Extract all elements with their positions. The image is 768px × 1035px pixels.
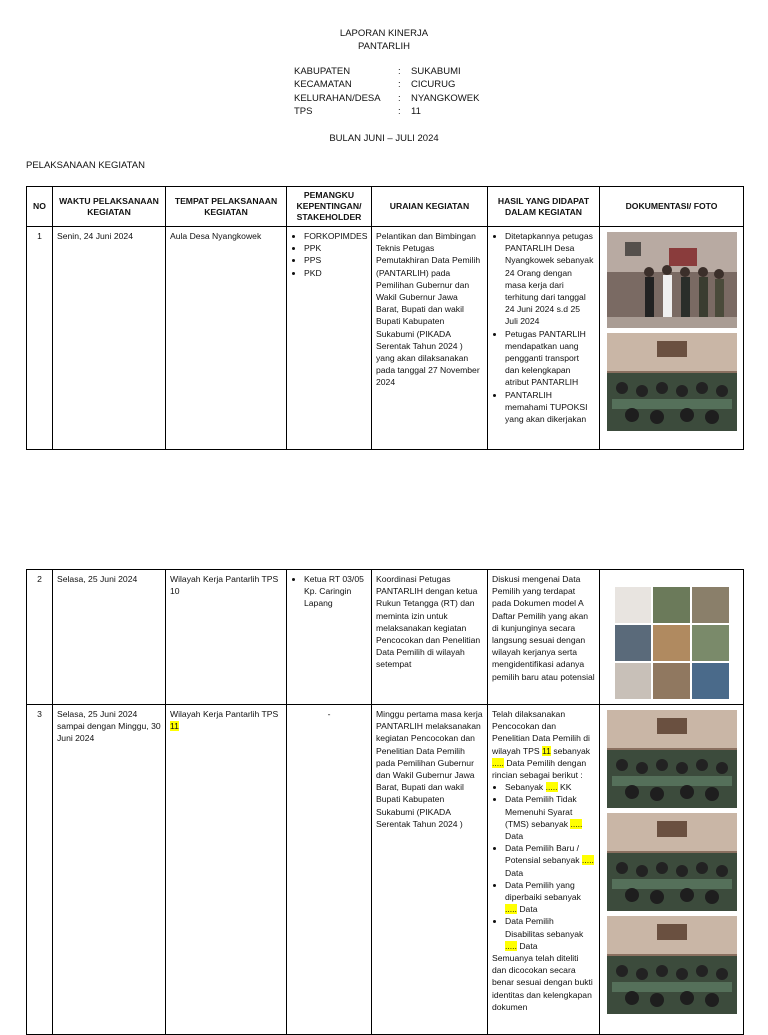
dokumentasi-cell xyxy=(600,705,744,1035)
col-header-waktu: WAKTU PELAKSANAAN KEGIATAN xyxy=(53,187,166,227)
hasil-item: • Ditetapkannya petugas PANTARLIH Desa Nyangkowek sebanyak 24 Orang dengan masa kerja dari terhitung dari tanggal 24 Juni 2024 s.d 25 Juli 2024 xyxy=(505,230,595,328)
uraian-cell: Minggu pertama masa kerja PANTARLIH melaksanakan kegiatan Pencocokan dan Penelitian Data Pemilih pada Pemilihan Gubernur dan Wakil Gubernur Jawa Barat, Bupati dan wakil Bupati Kabupaten Sukabumi (PIKADA Serentak Tahun 2024 ) xyxy=(372,705,488,1035)
col-header-hasil: HASIL YANG DIDAPAT DALAM KEGIATAN xyxy=(488,187,600,227)
uraian-cell: Koordinasi Petugas PANTARLIH dengan ketua Rukun Tetangga (RT) dan meminta izin untuk melaksanakan kegiatan Pencocokan dan Penelitian Data Pemilih di wilayah setempat xyxy=(372,570,488,705)
tempat-cell: Wilayah Kerja Pantarlih TPS 10 xyxy=(166,570,287,705)
hasil-cell xyxy=(488,227,600,450)
report-period: BULAN JUNI – JULI 2024 xyxy=(329,133,439,144)
col-header-dokumentasi: DOKUMENTASI/ FOTO xyxy=(600,187,744,227)
stakeholder-cell xyxy=(287,227,372,450)
stakeholder-item: • PPK xyxy=(304,242,367,254)
info-row-kabupaten: KABUPATEN : SUKABUMI xyxy=(294,66,461,77)
hasil-cell: Diskusi mengenai Data Pemilih yang terdapat pada Dokumen model A Daftar Pemilih yang akan di kunjunginya secara langsung sesuai dengan wilayah kerjanya serta mengidentifikasi adanya pemilih baru atau potensial xyxy=(488,570,600,705)
waktu-cell: Senin, 24 Juni 2024 xyxy=(53,227,166,450)
stakeholder-item: • Ketua RT 03/05 Kp. Caringin Lapang xyxy=(304,573,367,610)
stakeholder-item: • PKD xyxy=(304,267,367,279)
event-photo xyxy=(607,813,737,911)
uraian-cell: Pelantikan dan Bimbingan Teknis Petugas Pemutakhiran Data Pemilih (PANTARLIH) pada Pemilihan Gubernur dan Wakil Gubernur Jawa Barat, Bupati dan wakil Bupati Kabupaten Sukabumi (PIKADA Serentak Tahun 2024 ) yang akan dilaksanakan pada tanggal 27 November 2024 xyxy=(372,227,488,450)
event-photo xyxy=(607,232,737,328)
waktu-cell: Selasa, 25 Juni 2024 sampai dengan Minggu, 30 Juni 2024 xyxy=(53,705,166,1035)
col-header-no: NO xyxy=(27,187,53,227)
stakeholder-item: • FORKOPIMDES xyxy=(304,230,367,242)
info-row-kelurahan: KELURAHAN/DESA : NYANGKOWEK xyxy=(294,92,480,104)
activity-table-1 xyxy=(26,186,744,450)
hasil-item: • Data Pemilih Tidak Memenuhi Syarat (TMS) sebanyak ..... Data xyxy=(505,793,595,842)
hasil-item: • Data Pemilih yang diperbaiki sebanyak ..... Data xyxy=(505,879,595,916)
info-row-kecamatan: KECAMATAN : CICURUG xyxy=(294,79,456,91)
hasil-item: • PANTARLIH memahami TUPOKSI yang akan dikerjakan xyxy=(505,389,595,426)
stakeholder-item: • PPS xyxy=(304,254,367,266)
hasil-cell: Telah dilaksanakan Pencocokan dan Penelitian Data Pemilih di wilayah TPS 11 sebanyak ..... Data Pemilih dengan rincian sebagai berikut : • Sebanyak ..... KK • Data Pemilih Tidak Memenuhi Syarat (TMS) sebanyak ..... Data • Data Pemilih Baru / Potensial sebanyak ..... Data • Data Pemilih yang diperbaiki sebanyak ..... Data • Data Pemilih Disabilitas sebanyak ..... Data Semuanya telah diteliti dan dicocokan secara benar sesuai dengan bukti identitas dan kelengkapan dokumen xyxy=(488,705,600,1035)
section-heading: PELAKSANAAN KEGIATAN xyxy=(26,160,145,171)
activity-table-2 xyxy=(26,569,744,1035)
stakeholder-cell: - xyxy=(287,705,372,1035)
tempat-cell: Aula Desa Nyangkowek xyxy=(166,227,287,450)
tempat-cell: Wilayah Kerja Pantarlih TPS 11 xyxy=(166,705,287,1035)
row-number: 2 xyxy=(27,570,53,705)
hasil-item: • Data Pemilih Baru / Potensial sebanyak ..... Data xyxy=(505,842,595,879)
col-header-uraian: URAIAN KEGIATAN xyxy=(372,187,488,227)
info-row-tps: TPS : 11 xyxy=(294,106,421,118)
hasil-item: • Data Pemilih Disabilitas sebanyak ..... Data xyxy=(505,915,595,952)
row-number: 3 xyxy=(27,705,53,1035)
info-block xyxy=(294,66,479,120)
event-photo xyxy=(607,333,737,431)
table-row xyxy=(27,570,744,705)
row-number: 1 xyxy=(27,227,53,450)
report-subtitle: PANTARLIH xyxy=(358,41,410,52)
table-row xyxy=(27,705,744,1035)
stakeholder-cell xyxy=(287,570,372,705)
dokumentasi-cell xyxy=(600,227,744,450)
table-row xyxy=(27,227,744,450)
report-title: LAPORAN KINERJA xyxy=(339,28,429,39)
event-photo xyxy=(607,916,737,1014)
photo-collage xyxy=(615,587,729,699)
hasil-item: • Petugas PANTARLIH mendapatkan uang pengganti transport dan kelengkapan atribut PANTARLIH xyxy=(505,328,595,389)
col-header-tempat: TEMPAT PELAKSANAAN KEGIATAN xyxy=(166,187,287,227)
tps-number-highlight: 11 xyxy=(170,721,179,732)
hasil-item: • Sebanyak ..... KK xyxy=(505,781,595,793)
dokumentasi-cell xyxy=(600,570,744,705)
col-header-stakeholder: PEMANGKU KEPENTINGAN/ STAKEHOLDER xyxy=(287,187,372,227)
waktu-cell: Selasa, 25 Juni 2024 xyxy=(53,570,166,705)
event-photo xyxy=(607,710,737,808)
